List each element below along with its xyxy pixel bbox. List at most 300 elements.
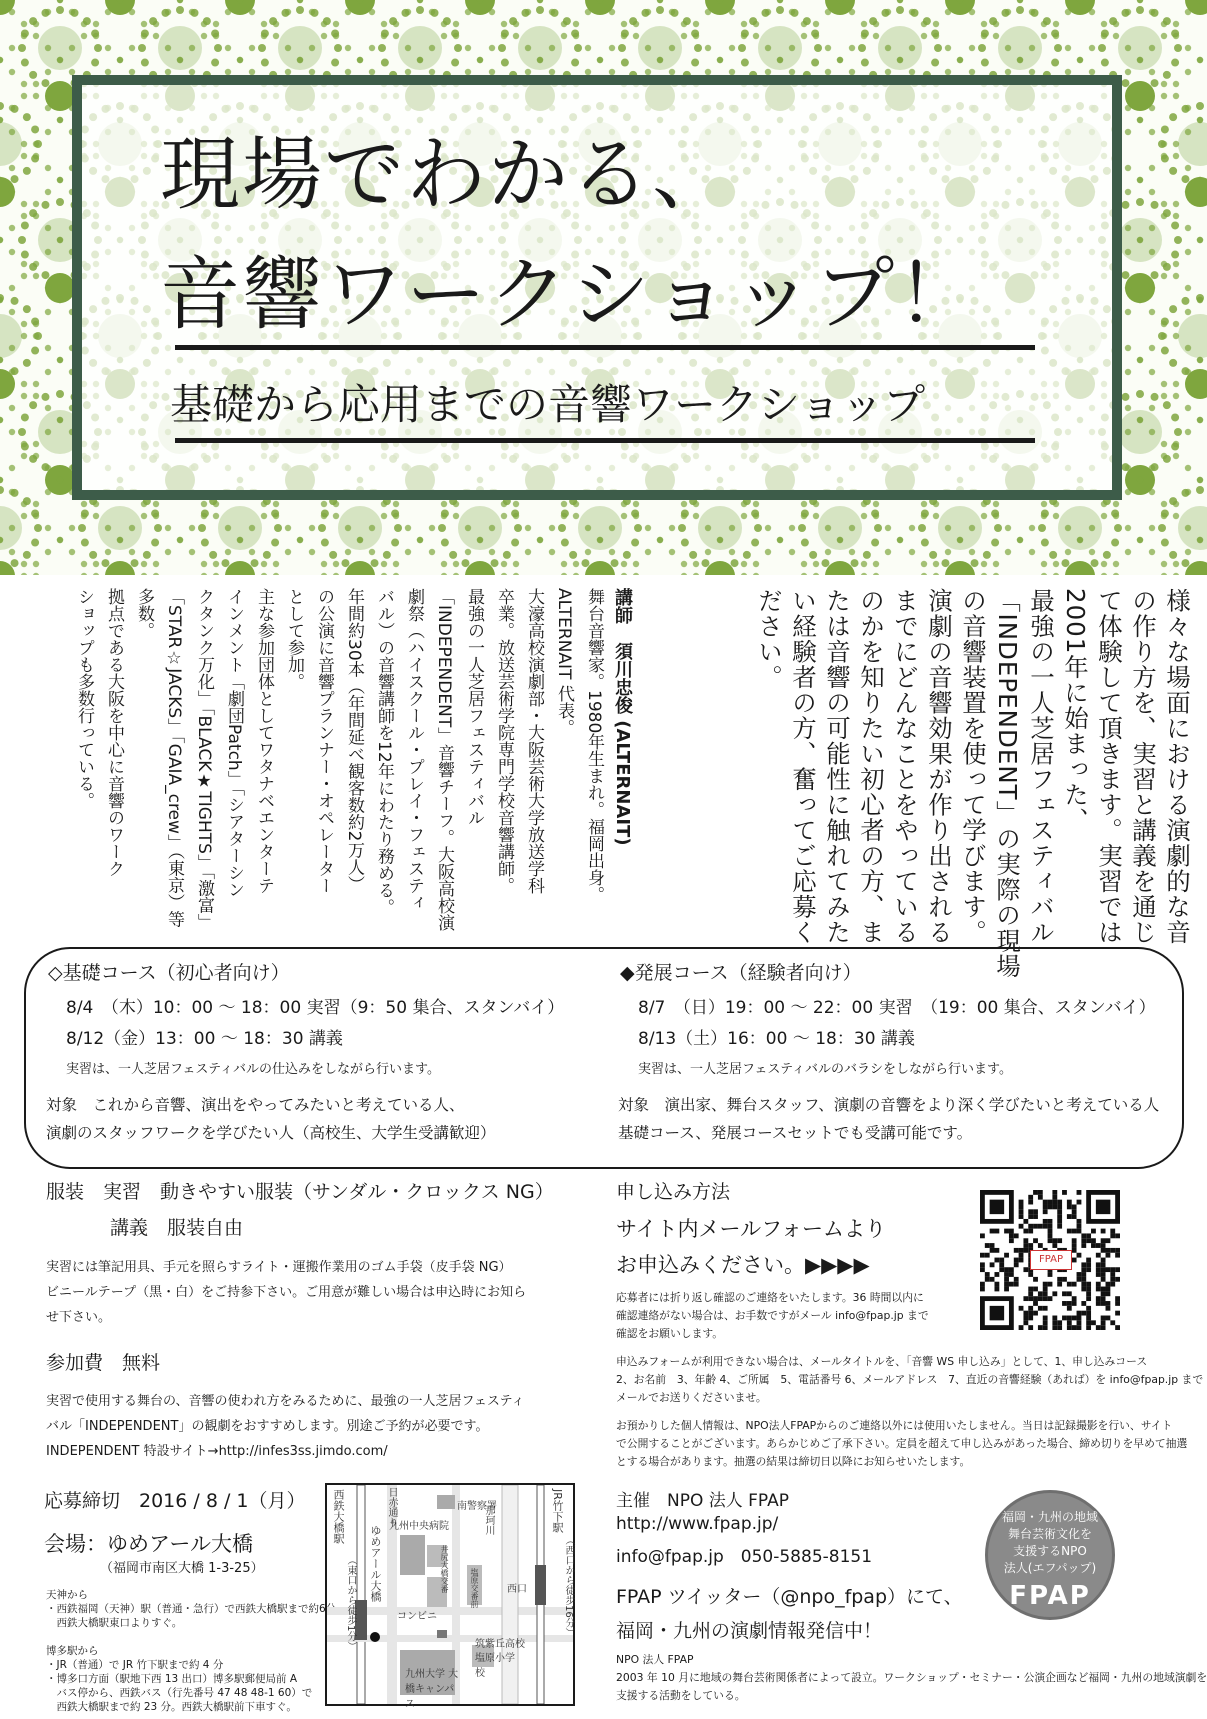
- pattern-dot: [93, 513, 99, 519]
- pattern-dot: [751, 539, 759, 547]
- pattern-dot: [634, 524, 642, 532]
- pattern-dot: [861, 59, 869, 67]
- pattern-dot: [429, 45, 435, 51]
- pattern-dot: [981, 59, 989, 67]
- pattern-dot: [21, 221, 29, 229]
- pattern-dot: [0, 122, 22, 166]
- pattern-dot: [645, 9, 651, 15]
- pattern-dot: [34, 524, 42, 532]
- pattern-dot: [258, 44, 266, 52]
- pattern-dot: [798, 524, 806, 532]
- pattern-dot: [151, 539, 159, 547]
- pattern-dot: [561, 539, 569, 547]
- pattern-dot: [21, 393, 27, 399]
- pattern-dot: [45, 429, 51, 435]
- pattern-dot: [441, 539, 449, 547]
- pattern-dot: [1174, 44, 1182, 52]
- pattern-dot: [669, 45, 675, 51]
- pattern-dot: [393, 573, 399, 575]
- pattern-dot: [33, 261, 39, 267]
- pattern-dot: [9, 549, 15, 555]
- pattern-dot: [863, 551, 871, 559]
- pattern-dot: [33, 333, 39, 339]
- pattern-dot: [93, 33, 99, 39]
- pattern-dot: [371, 559, 379, 567]
- pattern-dot: [369, 549, 375, 555]
- pattern-dot: [261, 59, 269, 67]
- pattern-dot: [21, 201, 27, 207]
- pattern-dot: [45, 249, 51, 255]
- pattern-dot: [141, 33, 147, 39]
- pattern-dot: [825, 561, 855, 575]
- pattern-dot: [341, 559, 349, 567]
- pattern-dot: [81, 539, 89, 547]
- pattern-dot: [618, 44, 626, 52]
- pattern-dot: [33, 21, 39, 27]
- pattern-dot: [511, 539, 519, 547]
- pattern-dot: [333, 573, 339, 575]
- pattern-dot: [11, 297, 19, 305]
- pattern-dot: [1196, 102, 1204, 110]
- pattern-dot: [438, 524, 446, 532]
- pattern-dot: [561, 33, 567, 39]
- pattern-dot: [18, 236, 26, 244]
- pattern-dot: [0, 314, 22, 358]
- pattern-dot: [177, 57, 183, 63]
- pattern-dot: [23, 167, 31, 175]
- pattern-dot: [278, 26, 322, 70]
- pattern-dot: [33, 213, 39, 219]
- pattern-dot: [609, 45, 615, 51]
- pattern-dot: [201, 539, 209, 547]
- pattern-dot: [573, 573, 579, 575]
- pattern-dot: [33, 453, 39, 459]
- pattern-dot: [394, 524, 402, 532]
- pattern-dot: [321, 561, 327, 567]
- pattern-dot: [691, 59, 699, 67]
- pattern-dot: [536, 6, 544, 14]
- pattern-dot: [271, 539, 279, 547]
- pattern-dot: [69, 525, 75, 531]
- pattern-dot: [874, 524, 882, 532]
- pattern-dot: [991, 539, 999, 547]
- pattern-dot: [45, 309, 51, 315]
- pattern-dot: [45, 129, 51, 135]
- pattern-dot: [21, 59, 29, 67]
- pattern-dot: [1114, 524, 1122, 532]
- pattern-dot: [309, 45, 315, 51]
- pattern-dot: [321, 539, 329, 547]
- pattern-dot: [465, 9, 471, 15]
- pattern-dot: [273, 513, 279, 519]
- pattern-dot: [21, 273, 27, 279]
- pattern-dot: [934, 44, 942, 52]
- pattern-dot: [391, 539, 399, 547]
- pattern-dot: [21, 501, 27, 507]
- pattern-dot: [633, 21, 639, 27]
- pattern-dot: [851, 559, 859, 567]
- pattern-dot: [18, 44, 26, 52]
- pattern-dot: [1103, 551, 1111, 559]
- pattern-dot: [1181, 175, 1189, 183]
- pattern-dot: [249, 45, 255, 51]
- pattern-dot: [56, 198, 64, 206]
- pattern-dot: [131, 559, 139, 567]
- pattern-dot: [453, 513, 459, 519]
- pattern-dot: [731, 559, 739, 567]
- pattern-dot: [693, 21, 699, 27]
- pattern-dot: [141, 501, 147, 507]
- pattern-dot: [41, 271, 49, 279]
- pattern-dot: [129, 45, 135, 51]
- pattern-dot: [105, 549, 111, 555]
- pattern-dot: [211, 59, 219, 67]
- pattern-dot: [518, 26, 562, 70]
- pattern-dot: [141, 21, 147, 27]
- pattern-dot: [285, 9, 291, 15]
- pattern-dot: [1161, 347, 1169, 355]
- pattern-dot: [57, 57, 63, 63]
- pattern-dot: [1196, 486, 1204, 494]
- pattern-dot: [9, 225, 15, 231]
- pattern-dot: [213, 21, 219, 27]
- pattern-dot: [998, 26, 1042, 70]
- pattern-dot: [1169, 551, 1177, 559]
- pattern-dot: [334, 44, 342, 52]
- pattern-dot: [263, 551, 271, 559]
- pattern-dot: [0, 102, 4, 110]
- pattern-dot: [41, 201, 49, 209]
- pattern-dot: [41, 79, 49, 87]
- pattern-dot: [129, 549, 135, 555]
- pattern-dot: [9, 45, 15, 51]
- pattern-dot: [23, 305, 31, 313]
- pattern-dot: [9, 189, 15, 195]
- pattern-dot: [329, 551, 337, 559]
- pattern-dot: [93, 501, 99, 507]
- pattern-dot: [9, 129, 15, 135]
- pattern-dot: [57, 477, 63, 483]
- pattern-dot: [461, 559, 469, 567]
- pattern-dot: [454, 44, 462, 52]
- pattern-dot: [581, 559, 589, 567]
- pattern-dot: [153, 513, 159, 519]
- pattern-dot: [94, 44, 102, 52]
- pattern-dot: [585, 9, 591, 15]
- pattern-dot: [218, 506, 262, 550]
- pattern-dot: [45, 165, 51, 171]
- pattern-dot: [21, 21, 27, 27]
- pattern-dot: [21, 561, 27, 567]
- pattern-dot: [1181, 297, 1189, 305]
- pattern-dot: [1163, 71, 1171, 79]
- pattern-dot: [465, 561, 495, 575]
- pattern-dot: [81, 33, 87, 39]
- pattern-dot: [9, 165, 15, 171]
- pattern-dot: [1065, 561, 1095, 575]
- pattern-dot: [1171, 59, 1179, 67]
- pattern-dot: [561, 501, 567, 507]
- pattern-dot: [21, 441, 27, 447]
- pattern-dot: [57, 417, 63, 423]
- pattern-dot: [213, 573, 219, 575]
- pattern-dot: [1174, 236, 1182, 244]
- pattern-dot: [1041, 539, 1049, 547]
- pattern-dot: [558, 524, 566, 532]
- pattern-dot: [609, 549, 615, 555]
- pattern-dot: [198, 524, 206, 532]
- pattern-dot: [21, 381, 27, 387]
- pattern-dot: [201, 561, 207, 567]
- pattern-dot: [201, 33, 207, 39]
- pattern-dot: [345, 525, 351, 531]
- pattern-dot: [809, 551, 817, 559]
- pattern-dot: [1058, 506, 1102, 550]
- pattern-dot: [369, 45, 375, 51]
- pattern-dot: [0, 477, 3, 483]
- pattern-dot: [513, 513, 519, 519]
- pattern-dot: [81, 513, 87, 519]
- pattern-dot: [321, 501, 327, 507]
- pattern-dot: [9, 309, 15, 315]
- pattern-dot: [489, 45, 495, 51]
- pattern-dot: [1061, 559, 1069, 567]
- pattern-dot: [503, 551, 511, 559]
- pattern-dot: [23, 551, 31, 559]
- pattern-dot: [333, 21, 339, 27]
- pattern-dot: [453, 21, 459, 27]
- pattern-dot: [165, 9, 171, 15]
- pattern-dot: [381, 33, 387, 39]
- pattern-dot: [1121, 201, 1129, 209]
- pattern-dot: [501, 501, 507, 507]
- pattern-dot: [31, 539, 39, 547]
- pattern-dot: [381, 59, 389, 67]
- pattern-dot: [23, 359, 31, 367]
- pattern-dot: [21, 453, 27, 459]
- pattern-dot: [896, 6, 904, 14]
- pattern-dot: [1171, 221, 1179, 229]
- pattern-dot: [117, 57, 123, 63]
- pattern-dot: [633, 573, 639, 575]
- pattern-dot: [1049, 551, 1057, 559]
- pattern-dot: [273, 573, 279, 575]
- pattern-dot: [33, 201, 39, 207]
- pattern-dot: [1169, 359, 1177, 367]
- pattern-dot: [338, 506, 382, 550]
- pattern-dot: [33, 141, 39, 147]
- pattern-dot: [45, 369, 51, 375]
- pattern-dot: [491, 559, 499, 567]
- pattern-dot: [821, 559, 829, 567]
- pattern-dot: [141, 513, 147, 519]
- pattern-dot: [81, 561, 87, 567]
- pattern-dot: [89, 551, 97, 559]
- pattern-dot: [1161, 125, 1169, 133]
- pattern-dot: [801, 539, 809, 547]
- pattern-dot: [621, 33, 627, 39]
- pattern-dot: [656, 6, 664, 14]
- pattern-dot: [11, 175, 19, 183]
- pattern-dot: [33, 561, 39, 567]
- pattern-dot: [585, 561, 615, 575]
- pattern-dot: [69, 9, 75, 15]
- pattern-dot: [1158, 524, 1166, 532]
- pattern-dot: [57, 537, 63, 543]
- pattern-dot: [1136, 6, 1144, 14]
- pattern-dot: [571, 59, 579, 67]
- pattern-dot: [573, 513, 579, 519]
- pattern-dot: [45, 465, 51, 471]
- pattern-dot: [513, 573, 519, 575]
- pattern-dot: [21, 153, 27, 159]
- pattern-dot: [33, 441, 39, 447]
- pattern-dot: [741, 59, 749, 67]
- pattern-dot: [21, 413, 29, 421]
- pattern-dot: [1151, 79, 1159, 87]
- pattern-dot: [0, 417, 3, 423]
- pattern-dot: [525, 9, 531, 15]
- pattern-dot: [378, 44, 386, 52]
- pattern-dot: [465, 525, 471, 531]
- pattern-dot: [318, 524, 326, 532]
- pattern-dot: [33, 93, 39, 99]
- pattern-dot: [811, 59, 819, 67]
- pattern-dot: [429, 549, 435, 555]
- pattern-dot: [1169, 305, 1177, 313]
- pattern-dot: [689, 551, 697, 559]
- pattern-dot: [33, 381, 39, 387]
- pattern-dot: [1169, 113, 1177, 121]
- pattern-dot: [345, 9, 351, 15]
- pattern-dot: [549, 549, 555, 555]
- pattern-dot: [1178, 122, 1207, 166]
- pattern-dot: [938, 506, 982, 550]
- pattern-dot: [261, 33, 267, 39]
- pattern-dot: [9, 105, 15, 111]
- pattern-dot: [1169, 167, 1177, 175]
- pattern-dot: [1118, 26, 1162, 70]
- pattern-dot: [878, 26, 922, 70]
- pattern-dot: [225, 9, 231, 15]
- pattern-dot: [31, 125, 39, 133]
- pattern-dot: [681, 33, 687, 39]
- pattern-dot: [701, 559, 709, 567]
- pattern-dot: [489, 549, 495, 555]
- pattern-dot: [261, 561, 267, 567]
- pattern-dot: [1178, 314, 1207, 358]
- pattern-dot: [45, 285, 51, 291]
- pattern-dot: [153, 573, 159, 575]
- pattern-dot: [441, 561, 447, 567]
- pattern-dot: [1151, 393, 1159, 401]
- pattern-dot: [33, 273, 39, 279]
- pattern-dot: [23, 113, 31, 121]
- pattern-dot: [33, 81, 39, 87]
- pattern-dot: [153, 21, 159, 27]
- pattern-dot: [698, 506, 742, 550]
- pattern-dot: [858, 44, 866, 52]
- pattern-dot: [158, 26, 202, 70]
- pattern-dot: [81, 501, 87, 507]
- pattern-dot: [143, 551, 151, 559]
- pattern-dot: [416, 6, 424, 14]
- pattern-dot: [274, 524, 282, 532]
- pattern-dot: [101, 559, 109, 567]
- pattern-dot: [214, 44, 222, 52]
- pattern-dot: [45, 525, 51, 531]
- pattern-dot: [705, 9, 711, 15]
- pattern-dot: [1091, 559, 1099, 567]
- pattern-dot: [611, 559, 619, 567]
- pattern-dot: [93, 561, 99, 567]
- pattern-dot: [98, 506, 142, 550]
- pattern-dot: [321, 33, 327, 39]
- pattern-dot: [129, 9, 135, 15]
- pattern-dot: [345, 561, 375, 575]
- pattern-dot: [18, 428, 26, 436]
- pattern-dot: [296, 6, 304, 14]
- pattern-dot: [738, 44, 746, 52]
- pattern-dot: [405, 9, 411, 15]
- pattern-dot: [458, 506, 502, 550]
- pattern-dot: [621, 561, 627, 567]
- pattern-dot: [9, 285, 15, 291]
- pattern-dot: [0, 486, 4, 494]
- pattern-dot: [117, 537, 123, 543]
- pattern-dot: [678, 524, 686, 532]
- pattern-dot: [45, 45, 51, 51]
- pattern-dot: [1101, 59, 1109, 67]
- pattern-dot: [309, 549, 315, 555]
- pattern-dot: [498, 44, 506, 52]
- pattern-dot: [514, 524, 522, 532]
- pattern-dot: [0, 57, 3, 63]
- pattern-dot: [105, 9, 111, 15]
- pattern-dot: [623, 551, 631, 559]
- pattern-dot: [758, 26, 802, 70]
- pattern-dot: [638, 26, 682, 70]
- pattern-dot: [1161, 539, 1169, 547]
- pattern-dot: [1181, 559, 1189, 567]
- pattern-dot: [393, 513, 399, 519]
- pattern-dot: [21, 33, 27, 39]
- pattern-dot: [21, 141, 27, 147]
- pattern-dot: [129, 525, 135, 531]
- pattern-dot: [1171, 413, 1179, 421]
- pattern-dot: [1121, 79, 1129, 87]
- pattern-dot: [929, 551, 937, 559]
- pattern-dot: [9, 405, 15, 411]
- pattern-dot: [105, 45, 111, 51]
- pattern-dot: [569, 551, 577, 559]
- pattern-dot: [33, 33, 39, 39]
- pattern-dot: [225, 561, 255, 575]
- pattern-dot: [1054, 44, 1062, 52]
- pattern-dot: [45, 405, 51, 411]
- pattern-dot: [585, 525, 591, 531]
- pattern-dot: [21, 93, 27, 99]
- pattern-dot: [11, 559, 19, 567]
- pattern-dot: [9, 345, 15, 351]
- pattern-dot: [945, 561, 975, 575]
- pattern-dot: [45, 345, 51, 351]
- pattern-dot: [57, 177, 63, 183]
- pattern-dot: [154, 524, 162, 532]
- pattern-dot: [501, 561, 507, 567]
- pattern-dot: [393, 21, 399, 27]
- pattern-dot: [138, 44, 146, 52]
